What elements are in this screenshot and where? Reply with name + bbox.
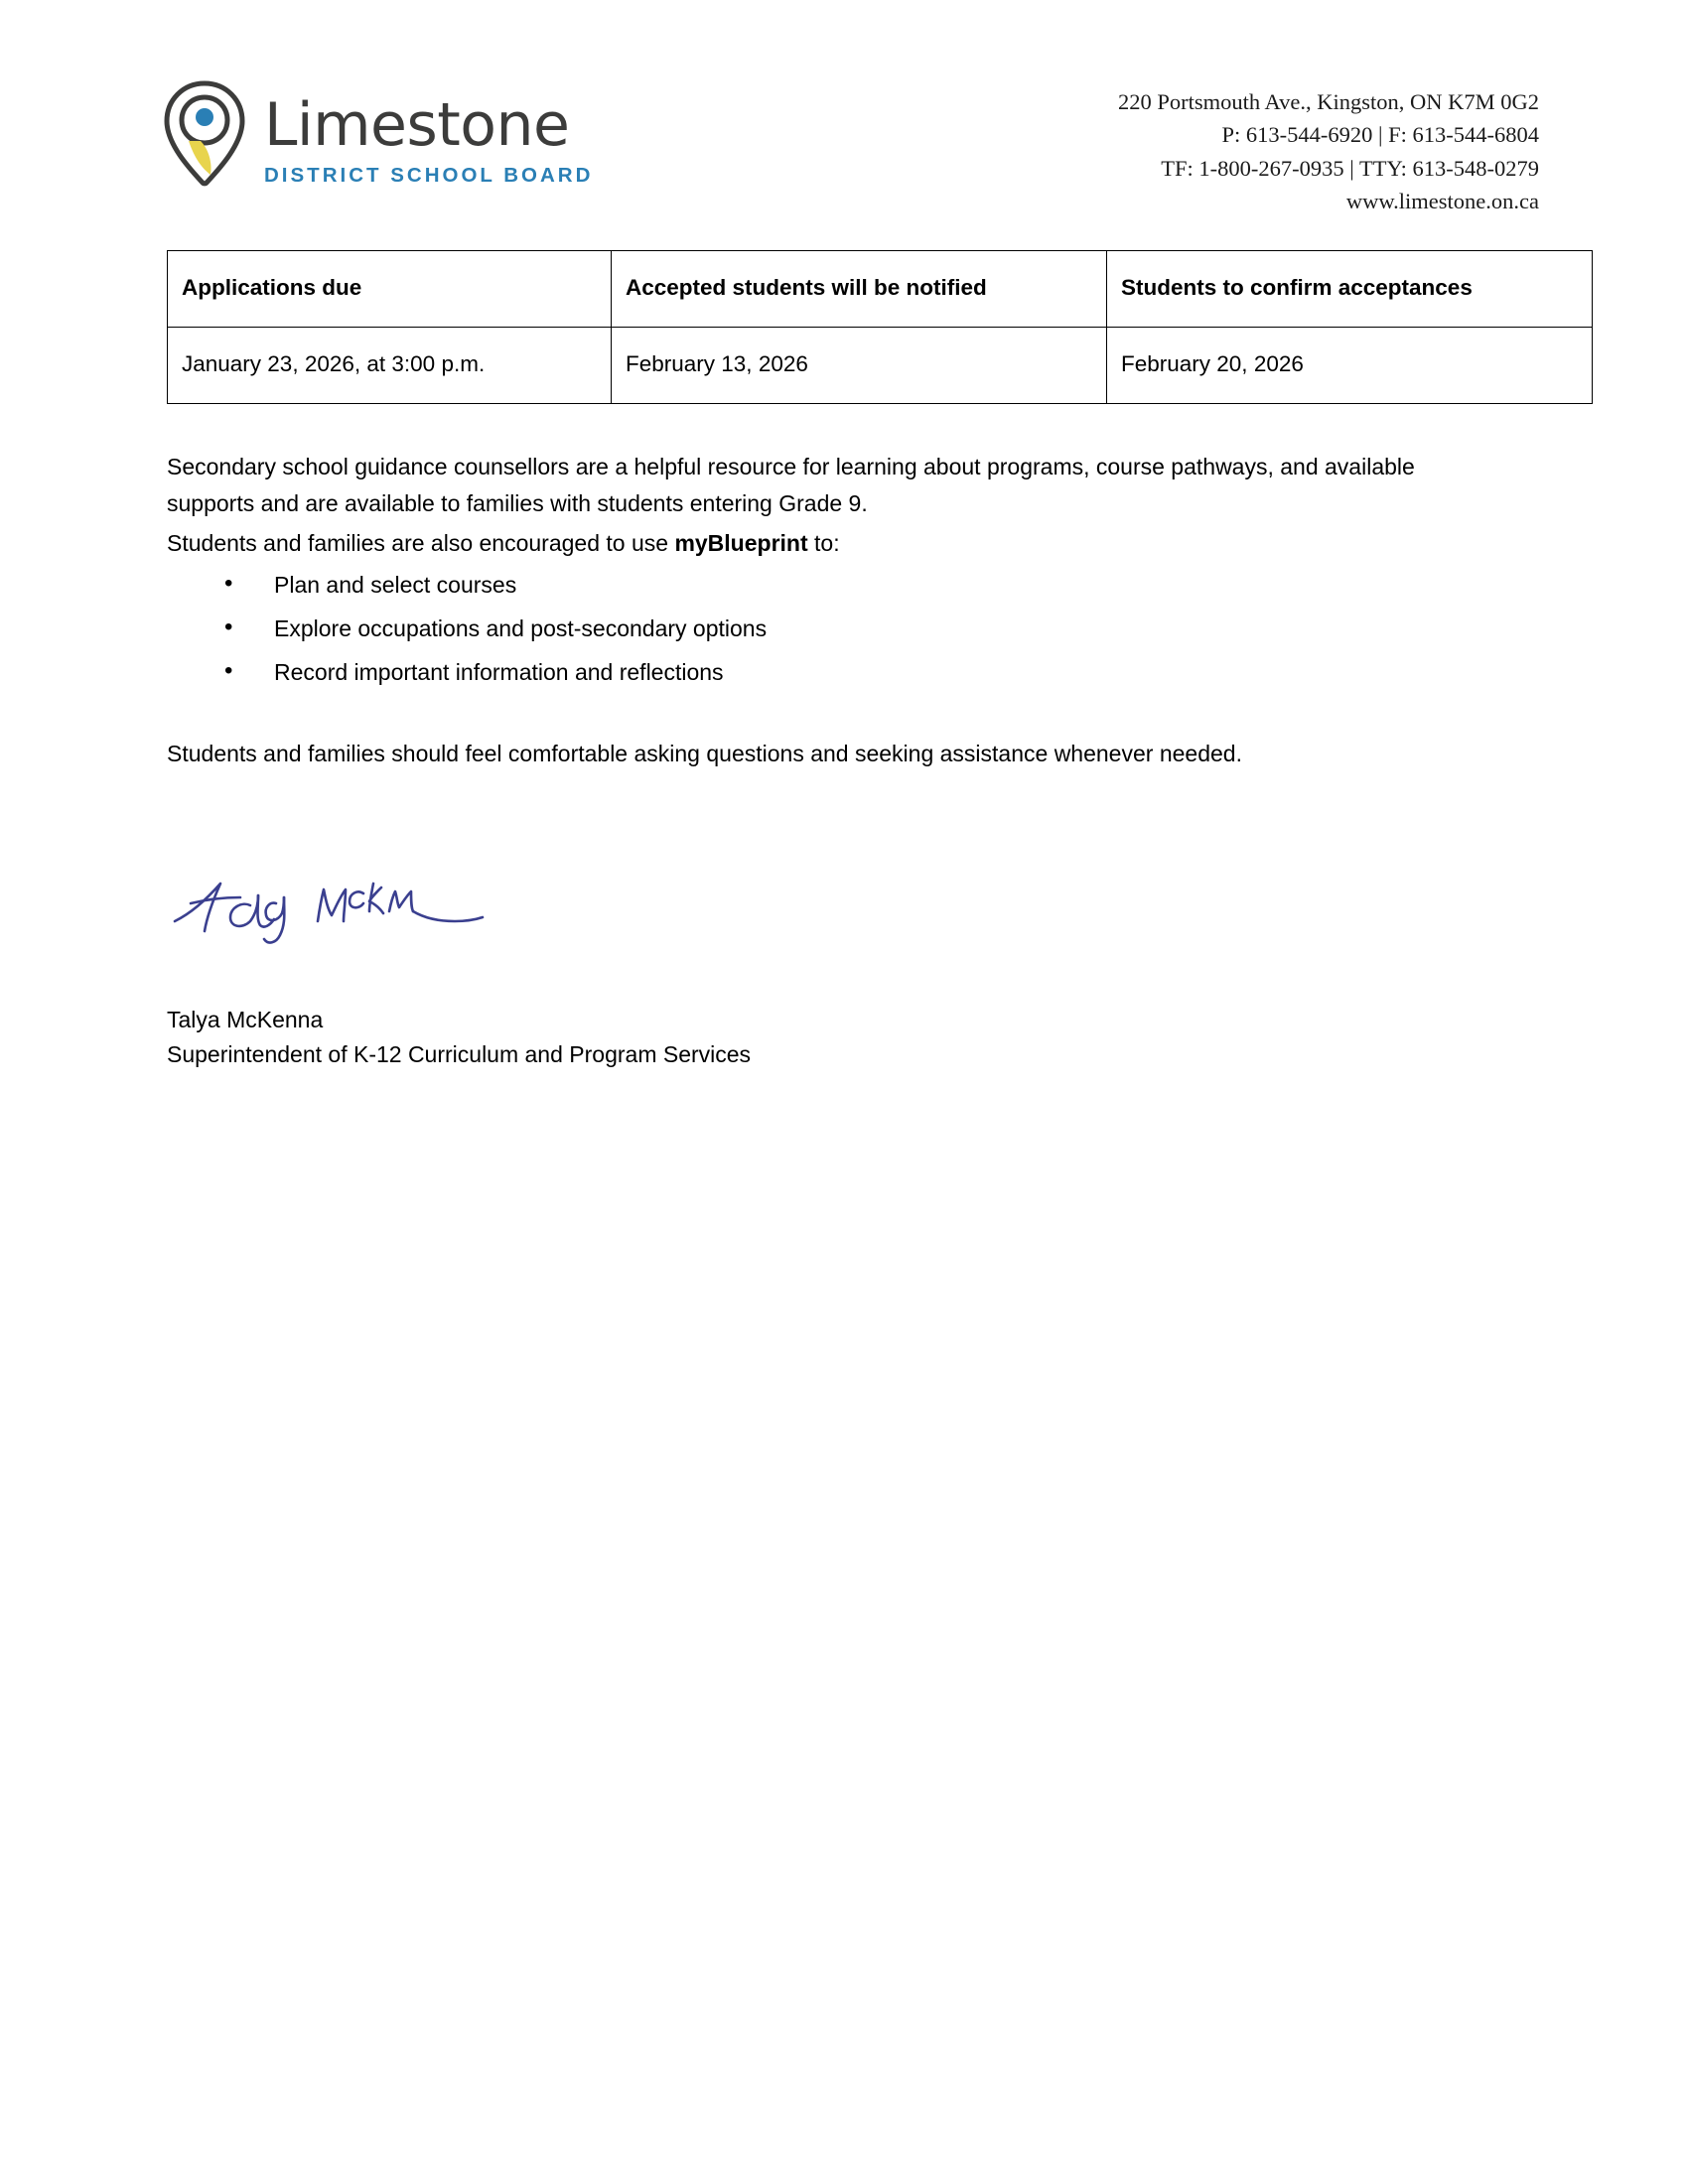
paragraph-myblueprint-prefix: Students and families are also encouraged to use [167, 529, 675, 556]
contact-tollfree: TF: 1-800-267-0935 | TTY: 613-548-0279 [1161, 155, 1539, 181]
myblueprint-bullet-list [167, 570, 1507, 688]
contact-address: 220 Portsmouth Ave., Kingston, ON K7M 0G2 [1118, 89, 1539, 114]
table-header-applications-due: Applications due [168, 251, 612, 328]
paragraph-myblueprint-suffix: to: [807, 529, 840, 556]
list-item: • Explore occupations and post-secondary options [167, 614, 1507, 644]
letterhead-header [0, 69, 1688, 228]
signature-block [167, 1003, 751, 1072]
paragraph-guidance: Secondary school guidance counsellors are a helpful resource for learning about programs, course pathways, and available supports and are available to families with students entering Grade 9. [167, 454, 1415, 517]
contact-info [1118, 85, 1539, 217]
table-header-row [168, 251, 1593, 328]
table-cell-applications-due: January 23, 2026, at 3:00 p.m. [168, 328, 612, 404]
key-dates-table-wrapper [167, 250, 1505, 404]
organization-logo [159, 79, 593, 189]
logo-text-block [264, 79, 593, 188]
logo-subtitle: DISTRICT SCHOOL BOARD [264, 164, 594, 187]
list-item: • Plan and select courses [167, 570, 1507, 601]
paragraph-closing: Students and families should feel comfortable asking questions and seeking assistance whenever needed. [167, 740, 1242, 766]
table-header-notified: Accepted students will be notified [612, 251, 1107, 328]
handwritten-signature [169, 864, 487, 953]
signatory-name: Talya McKenna [167, 1007, 324, 1032]
table-cell-notified: February 13, 2026 [612, 328, 1107, 404]
letter-body [167, 449, 1507, 795]
paragraph-myblueprint [167, 525, 1507, 562]
table-row [168, 328, 1593, 404]
myblueprint-term: myBlueprint [674, 529, 808, 556]
table-header-confirm: Students to confirm acceptances [1107, 251, 1593, 328]
contact-phone: P: 613-544-6920 | F: 613-544-6804 [1221, 122, 1539, 148]
logo-wordmark: Limestone [264, 90, 570, 160]
key-dates-table [167, 250, 1593, 404]
table-cell-confirm: February 20, 2026 [1107, 328, 1593, 404]
limestone-pin-logo-icon [159, 79, 250, 189]
list-item: • Record important information and reflections [167, 657, 1507, 688]
contact-website: www.limestone.on.ca [1345, 188, 1539, 213]
signatory-title: Superintendent of K-12 Curriculum and Program Services [167, 1040, 752, 1067]
